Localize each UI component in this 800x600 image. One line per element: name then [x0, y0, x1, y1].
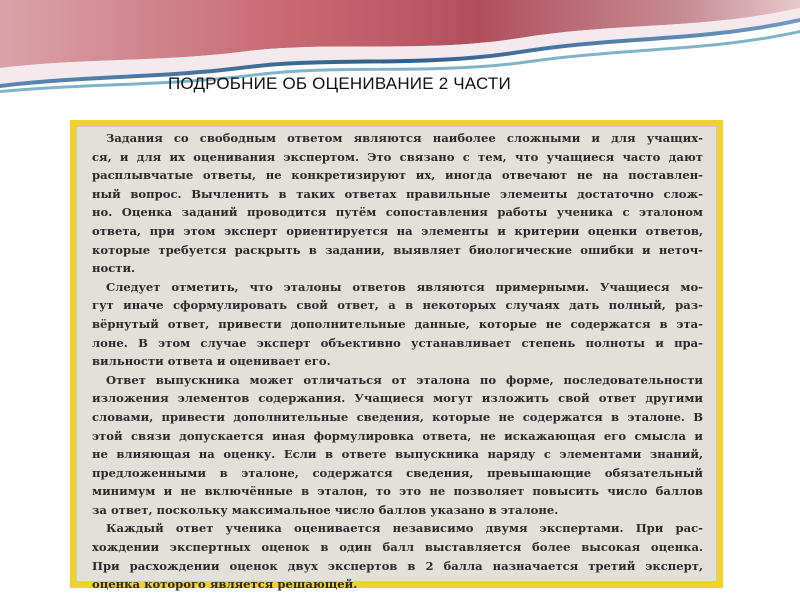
paragraph: [92, 129, 703, 278]
text-line: ный вопрос. Вычленить в таких ответах правильные элементы достаточно слож-: [92, 186, 703, 201]
paragraph: [92, 278, 703, 371]
text-line: минимум и не включённые в эталон, то это не позволяет повысить число баллов: [92, 484, 703, 499]
scanned-text-frame: [70, 120, 723, 592]
text-line: предложенными в эталоне, содержатся сведения, превышающие обязательный: [92, 465, 703, 480]
text-line: При расхождении оценок двух экспертов в 2 балла назначается третий эксперт,: [92, 558, 703, 573]
text-line: не влияющая на оценку. Если в ответе выпускника наряду с элементами знаний,: [92, 447, 703, 462]
slide-title: ПОДРОБНИЕ ОБ ОЦЕНИВАНИЕ 2 ЧАСТИ: [168, 74, 511, 93]
text-line: ности.: [92, 261, 136, 276]
text-line: хождении экспертных оценок в один балл выставляется более высокая оценка.: [92, 540, 703, 555]
paragraph: [92, 371, 703, 520]
text-line: но. Оценка заданий проводится путём сопоставления работы ученика с эталоном: [92, 205, 703, 220]
text-line: которые требуется раскрыть в задании, выявляет биологические ошибки и неточ-: [92, 242, 703, 257]
text-line: лоне. В этом случае эксперт объективно устанавливает степень полноты и пра-: [92, 335, 703, 350]
text-line: расплывчатые ответы, не конкретизируют их, иногда отвечают не на поставлен-: [92, 168, 703, 183]
text-line: этой связи допускается иная формулировка ответа, не искажающая его смысла и: [92, 428, 703, 443]
document-body: [92, 129, 703, 594]
text-line: изложения элементов содержания. Учащиеся могут изложить свой ответ другими: [92, 391, 703, 406]
paragraph: [92, 519, 703, 593]
text-line: вильности ответа и оценивает его.: [92, 354, 331, 369]
text-line: Задания со свободным ответом являются наиболее сложными и для учащих-: [106, 131, 703, 145]
text-line: ответа, при этом эксперт ориентируется на элементы и критерии оценки ответов,: [92, 223, 703, 238]
text-line: Каждый ответ ученика оценивается независимо двумя экспертами. При рас-: [106, 521, 703, 536]
text-line: Следует отметить, что эталоны ответов являются примерными. Учащиеся мо-: [106, 279, 703, 294]
text-line: ся, и для их оценивания экспертом. Это связано с тем, что учащиеся часто дают: [92, 149, 703, 164]
text-line: за ответ, поскольку максимальное число баллов указано в эталоне.: [92, 502, 559, 517]
text-line: Ответ выпускника может отличаться от эталона по форме, последовательности: [106, 372, 703, 387]
text-line: вёрнутый ответ, привести дополнительные данные, которые не содержатся в эта-: [92, 316, 703, 331]
text-line: гут иначе сформулировать свой ответ, а в некоторых случаях дать полный, раз-: [92, 298, 703, 313]
text-line: словами, привести дополнительные сведения, которые не содержатся в эталоне. В: [92, 409, 703, 424]
text-line: оценка которого является решающей.: [92, 577, 358, 592]
